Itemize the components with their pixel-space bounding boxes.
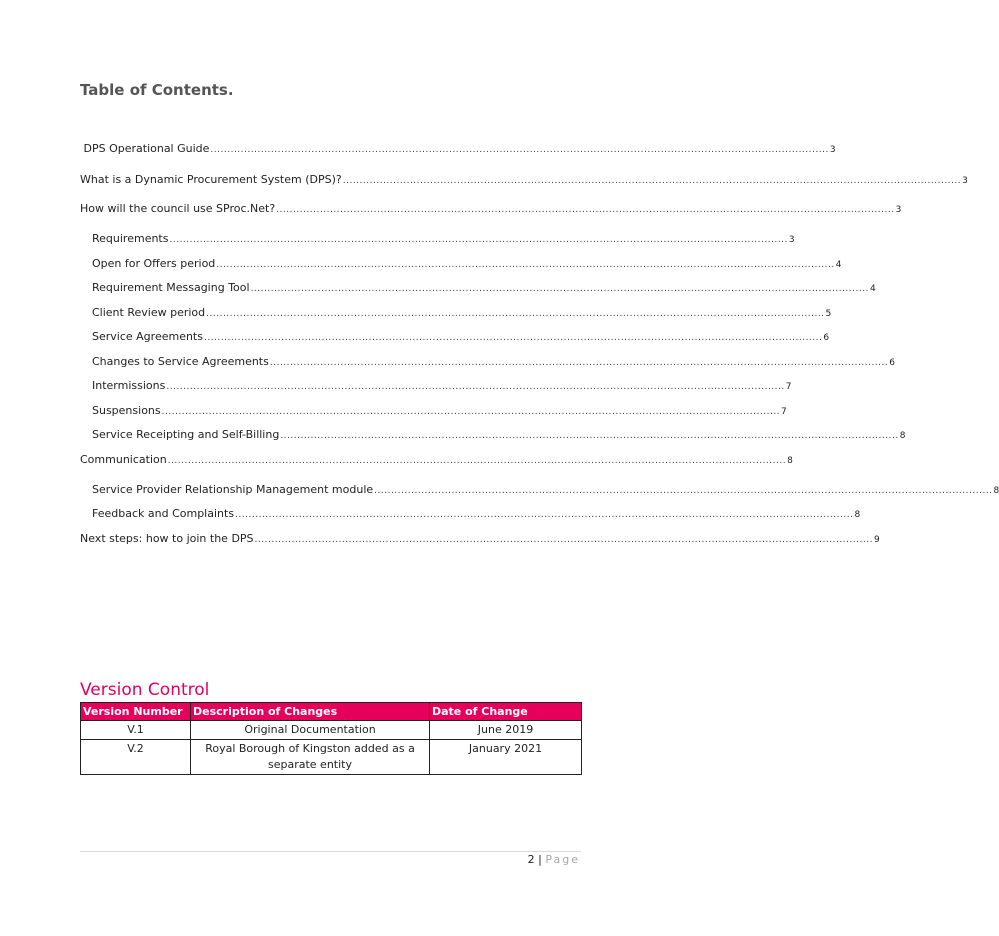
column-header-version: Version Number	[81, 703, 191, 721]
toc-leader-dots: ........................................................................................................................................................................................	[203, 333, 823, 343]
toc-leader-dots: ........................................................................................................................................................................................	[169, 235, 788, 245]
column-header-description: Description of Changes	[191, 703, 430, 721]
toc-entry-page: 6	[823, 333, 830, 343]
toc-entry[interactable]	[92, 404, 787, 417]
toc-entry[interactable]	[92, 379, 792, 392]
toc-title: Table of Contents.	[80, 81, 234, 99]
toc-leader-dots: ........................................................................................................................................................................................	[280, 431, 899, 441]
toc-entry-label: Requirements	[92, 232, 169, 245]
version-control-heading: Version Control	[80, 680, 210, 700]
toc-entry-label: What is a Dynamic Procurement System (DPS)?	[80, 173, 342, 186]
cell-description: Original Documentation	[191, 721, 430, 740]
cell-date: January 2021	[430, 740, 582, 775]
toc-entry-label: DPS Operational Guide	[80, 142, 210, 155]
toc-entry-label: Service Agreements	[92, 330, 203, 343]
toc-entry-page: 3	[788, 235, 795, 245]
column-header-date: Date of Change	[430, 703, 582, 721]
toc-leader-dots: ........................................................................................................................................................................................	[374, 486, 993, 496]
toc-entry-page: 8	[899, 431, 906, 441]
toc-entry[interactable]	[80, 202, 902, 215]
toc-entry[interactable]	[92, 355, 895, 368]
toc-entry-label: Suspensions	[92, 404, 161, 417]
toc-entry-page: 7	[781, 407, 787, 417]
toc-entry[interactable]	[80, 142, 836, 155]
toc-entry-label: How will the council use SProc.Net?	[80, 202, 276, 215]
toc-entry-page: 3	[829, 145, 836, 155]
toc-leader-dots: ........................................................................................................................................................................................	[167, 456, 787, 466]
cell-version: V.2	[81, 740, 191, 775]
toc-entry-page: 5	[825, 309, 832, 319]
toc-entry[interactable]	[92, 483, 999, 496]
toc-entry-label: Intermissions	[92, 379, 166, 392]
toc-entry-page: 4	[835, 260, 842, 270]
toc-entry[interactable]	[80, 173, 968, 186]
toc-entry-page: 3	[962, 176, 968, 186]
toc-leader-dots: ........................................................................................................................................................................................	[269, 358, 889, 368]
toc-entry-label: Service Provider Relationship Management module	[92, 483, 374, 496]
toc-entry-page: 9	[873, 535, 880, 545]
toc-entry-label: Client Review period	[92, 306, 206, 319]
toc-leader-dots: ........................................................................................................................................................................................	[254, 535, 873, 545]
toc-entry-label: Service Receipting and Self-Billing	[92, 428, 280, 441]
toc-entry-page: 8	[854, 510, 861, 520]
toc-entry[interactable]	[92, 281, 876, 294]
toc-leader-dots: ........................................................................................................................................................................................	[161, 407, 781, 417]
toc-leader-dots: ........................................................................................................................................................................................	[206, 309, 825, 319]
toc-entry-page: 4	[869, 284, 876, 294]
cell-version: V.1	[81, 721, 191, 740]
toc-leader-dots: ........................................................................................................................................................................................	[276, 205, 895, 215]
toc-entry[interactable]	[80, 453, 793, 466]
toc-entry-label: Requirement Messaging Tool	[92, 281, 250, 294]
version-control-table	[80, 702, 582, 775]
page-number: 2	[527, 853, 535, 866]
page-word: Page	[545, 853, 580, 866]
toc-entry[interactable]	[92, 330, 830, 343]
toc-entry-page: 8	[787, 456, 793, 466]
toc-entry[interactable]	[92, 257, 842, 270]
toc-leader-dots: ........................................................................................................................................................................................	[250, 284, 869, 294]
footer-separator: |	[538, 853, 542, 866]
toc-entry-label: Feedback and Complaints	[92, 507, 235, 520]
toc-entry-page: 7	[785, 382, 792, 392]
toc-entry-label: Changes to Service Agreements	[92, 355, 269, 368]
table-row	[81, 740, 582, 775]
footer-divider	[80, 851, 581, 852]
toc-entry-label: Next steps: how to join the DPS	[80, 532, 254, 545]
toc-entry[interactable]	[92, 232, 795, 245]
page-footer	[528, 853, 580, 866]
toc-leader-dots: ........................................................................................................................................................................................	[216, 260, 835, 270]
toc-entry-label: Communication	[80, 453, 167, 466]
toc-entry[interactable]	[92, 428, 906, 441]
toc-entry-label: Open for Offers period	[92, 257, 216, 270]
toc-leader-dots: ........................................................................................................................................................................................	[210, 145, 829, 155]
toc-entry[interactable]	[92, 507, 861, 520]
table-row	[81, 721, 582, 740]
toc-entry[interactable]	[80, 532, 880, 545]
toc-leader-dots: ........................................................................................................................................................................................	[235, 510, 854, 520]
toc-entry[interactable]	[92, 306, 832, 319]
toc-entry-page: 8	[993, 486, 999, 496]
toc-entry-page: 6	[889, 358, 895, 368]
cell-date: June 2019	[430, 721, 582, 740]
table-header-row	[81, 703, 582, 721]
toc-entry-page: 3	[895, 205, 902, 215]
toc-leader-dots: ........................................................................................................................................................................................	[166, 382, 785, 392]
toc-leader-dots: ........................................................................................................................................................................................	[342, 176, 962, 186]
cell-description: Royal Borough of Kingston added as a separate entity	[191, 740, 430, 775]
